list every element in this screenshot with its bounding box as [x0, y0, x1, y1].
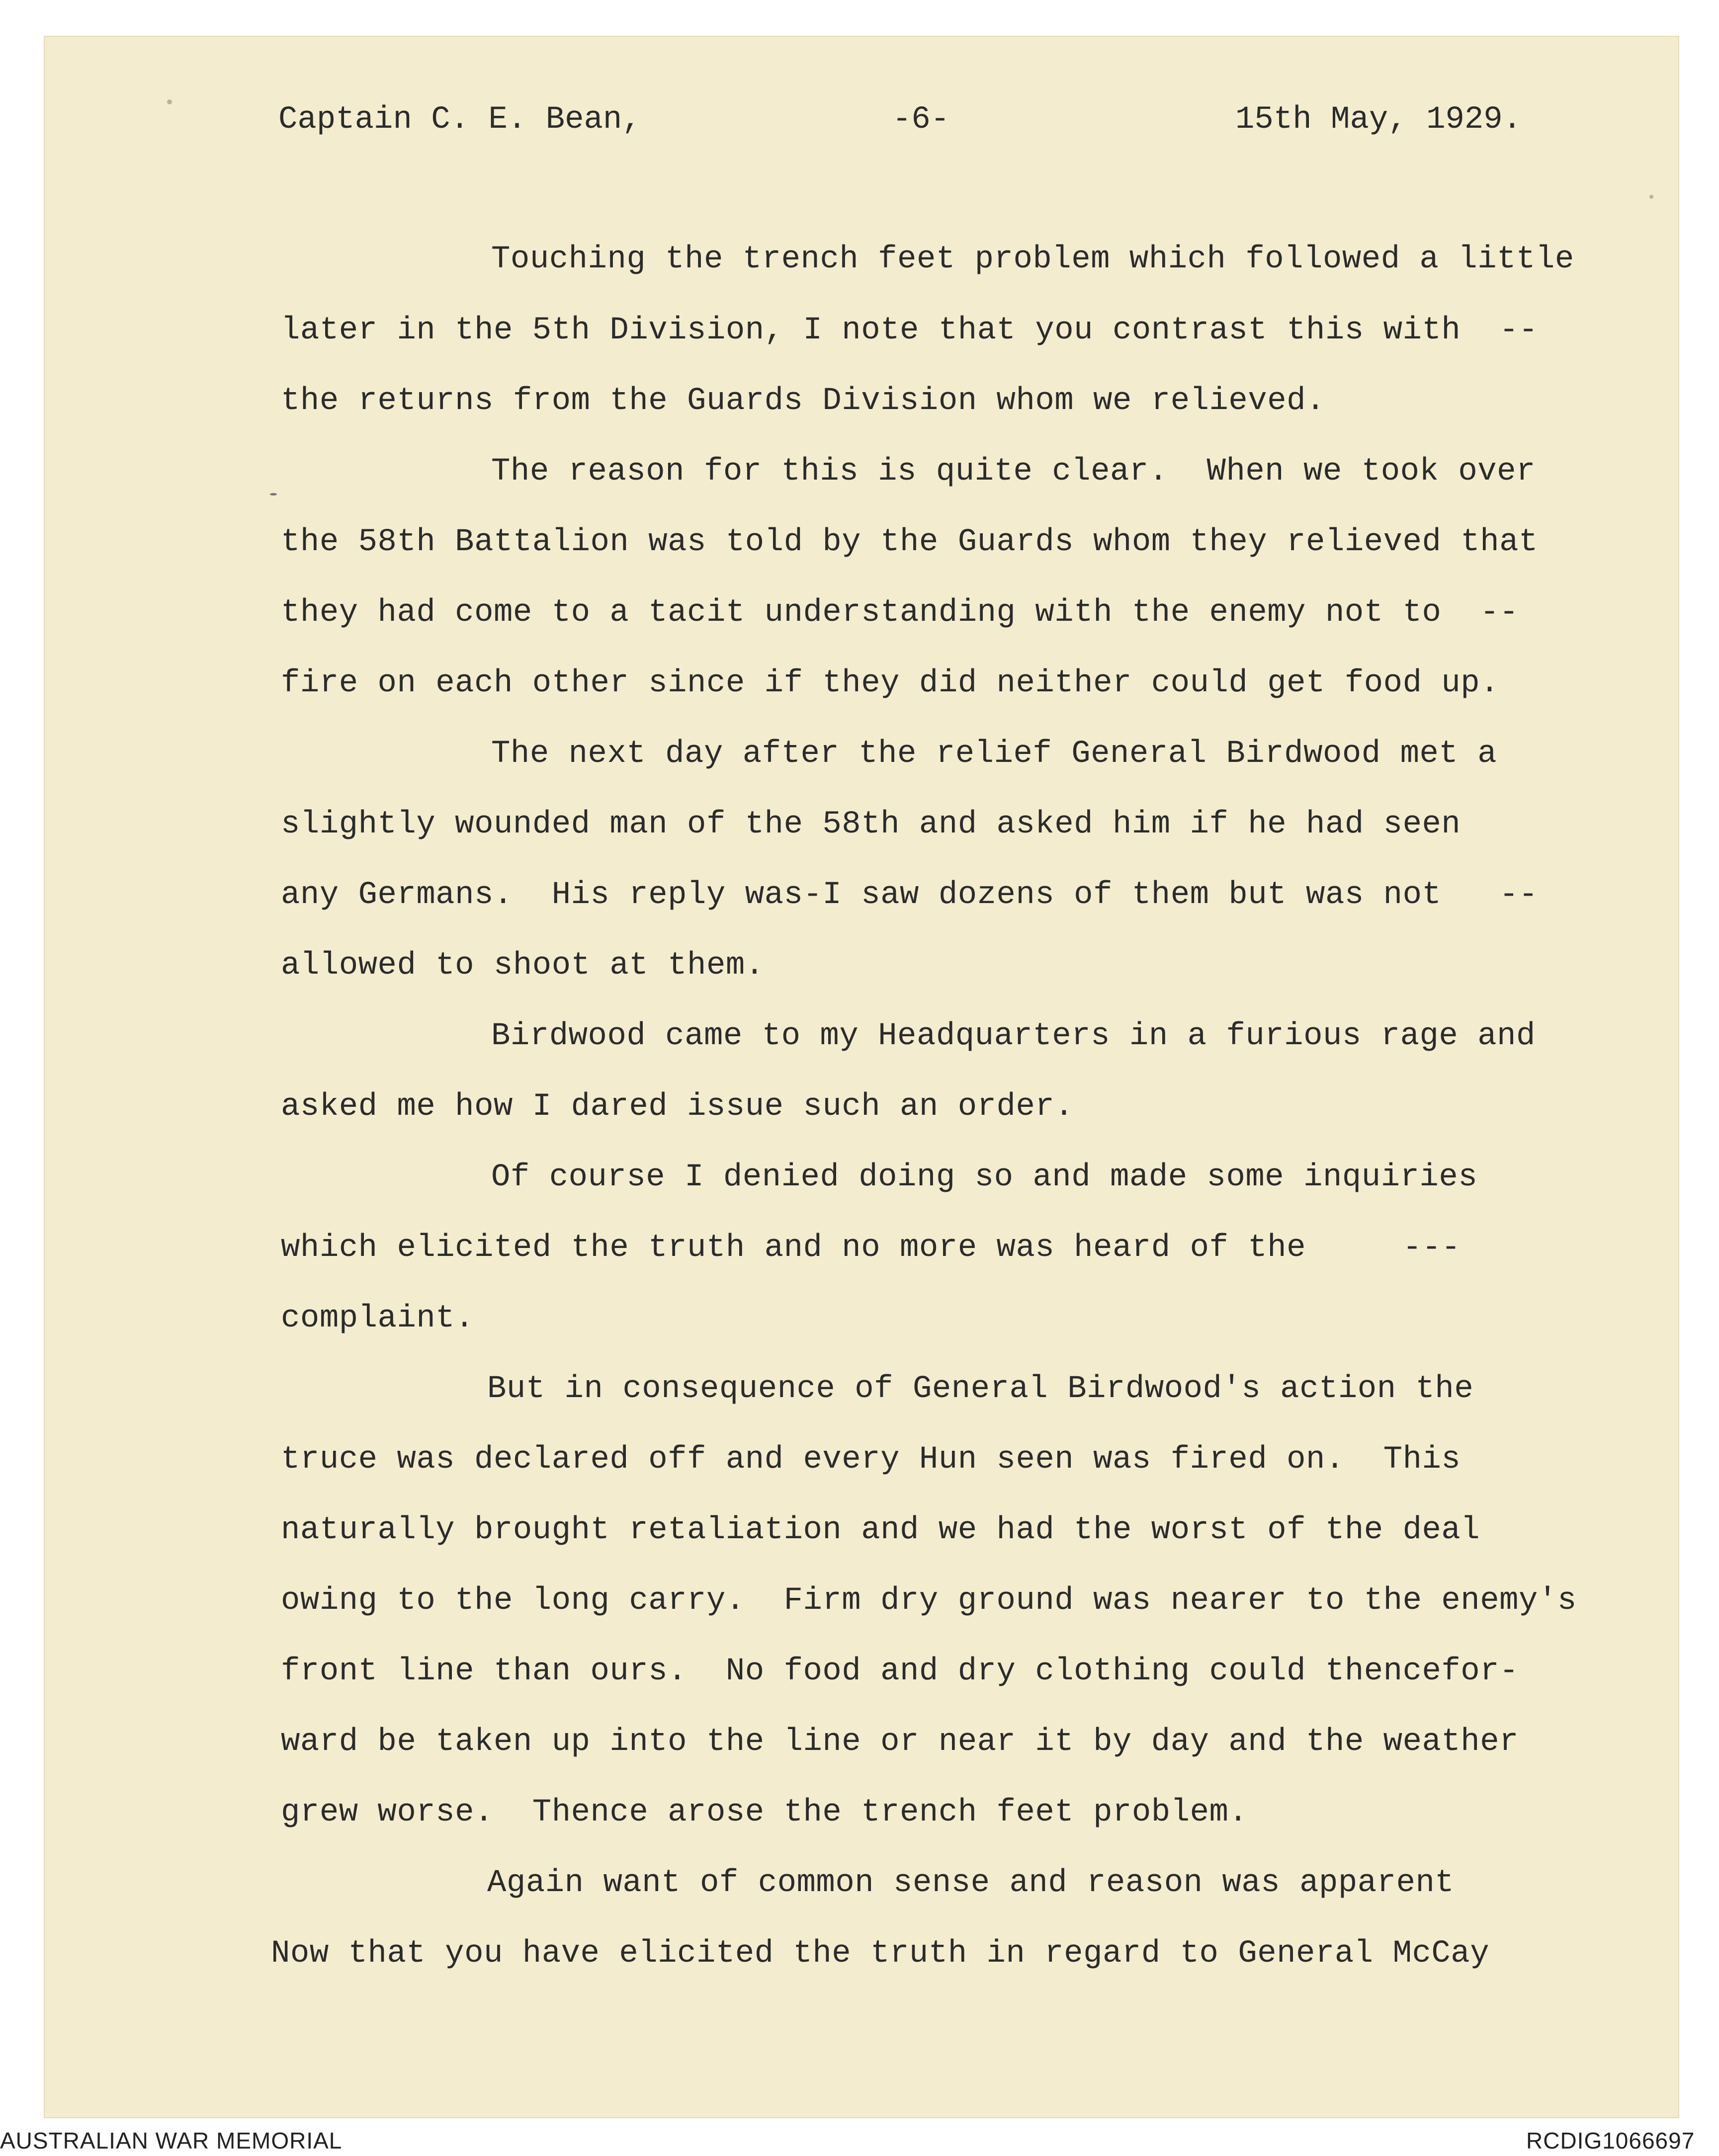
body-line: Birdwood came to my Headquarters in a furious rage and [491, 1018, 1536, 1054]
paper-mark [270, 493, 277, 496]
header-addressee: Captain C. E. Bean, [278, 102, 641, 138]
body-line: Touching the trench feet problem which followed a little [491, 242, 1574, 277]
body-line: asked me how I dared issue such an order. [281, 1089, 1074, 1125]
footer-record-id: RCDIG1066697 [1526, 2128, 1695, 2154]
body-line: slightly wounded man of the 58th and asked him if he had seen [281, 807, 1461, 842]
paper-mark [167, 99, 172, 104]
body-line: Again want of common sense and reason was apparent [487, 1865, 1455, 1901]
body-line: grew worse. Thence arose the trench feet problem. [281, 1795, 1248, 1830]
body-line: Now that you have elicited the truth in regard to General McCay [271, 1936, 1490, 1972]
body-line: which elicited the truth and no more was heard of the --- [281, 1230, 1461, 1266]
body-line: they had come to a tacit understanding with the enemy not to -- [281, 595, 1519, 631]
paper-mark [1649, 195, 1653, 199]
body-line: the returns from the Guards Division whom we relieved. [281, 383, 1325, 419]
body-line: The reason for this is quite clear. When we took over [491, 454, 1536, 490]
body-line: the 58th Battalion was told by the Guards whom they relieved that [281, 524, 1538, 560]
body-line: fire on each other since if they did neither could get food up. [281, 665, 1500, 701]
header-date: 15th May, 1929. [1235, 102, 1522, 138]
body-line: front line than ours. No food and dry clothing could thencefor- [281, 1654, 1519, 1689]
body-line: Of course I denied doing so and made some inquiries [491, 1160, 1478, 1195]
body-line: later in the 5th Division, I note that you contrast this with -- [281, 313, 1538, 348]
body-line: The next day after the relief General Birdwood met a [491, 736, 1497, 772]
footer-archive-name: AUSTRALIAN WAR MEMORIAL [0, 2128, 343, 2154]
body-line: owing to the long carry. Firm dry ground was nearer to the enemy's [281, 1583, 1577, 1619]
header-page-number: -6- [892, 102, 950, 138]
body-line: truce was declared off and every Hun seen was fired on. This [281, 1442, 1461, 1478]
body-line: any Germans. His reply was-I saw dozens of them but was not -- [281, 877, 1538, 913]
body-line: complaint. [281, 1301, 475, 1336]
body-line: allowed to shoot at them. [281, 948, 765, 984]
body-line: But in consequence of General Birdwood's action the [487, 1371, 1474, 1407]
body-line: naturally brought retaliation and we had the worst of the deal [281, 1512, 1480, 1548]
body-line: ward be taken up into the line or near it by day and the weather [281, 1724, 1519, 1760]
